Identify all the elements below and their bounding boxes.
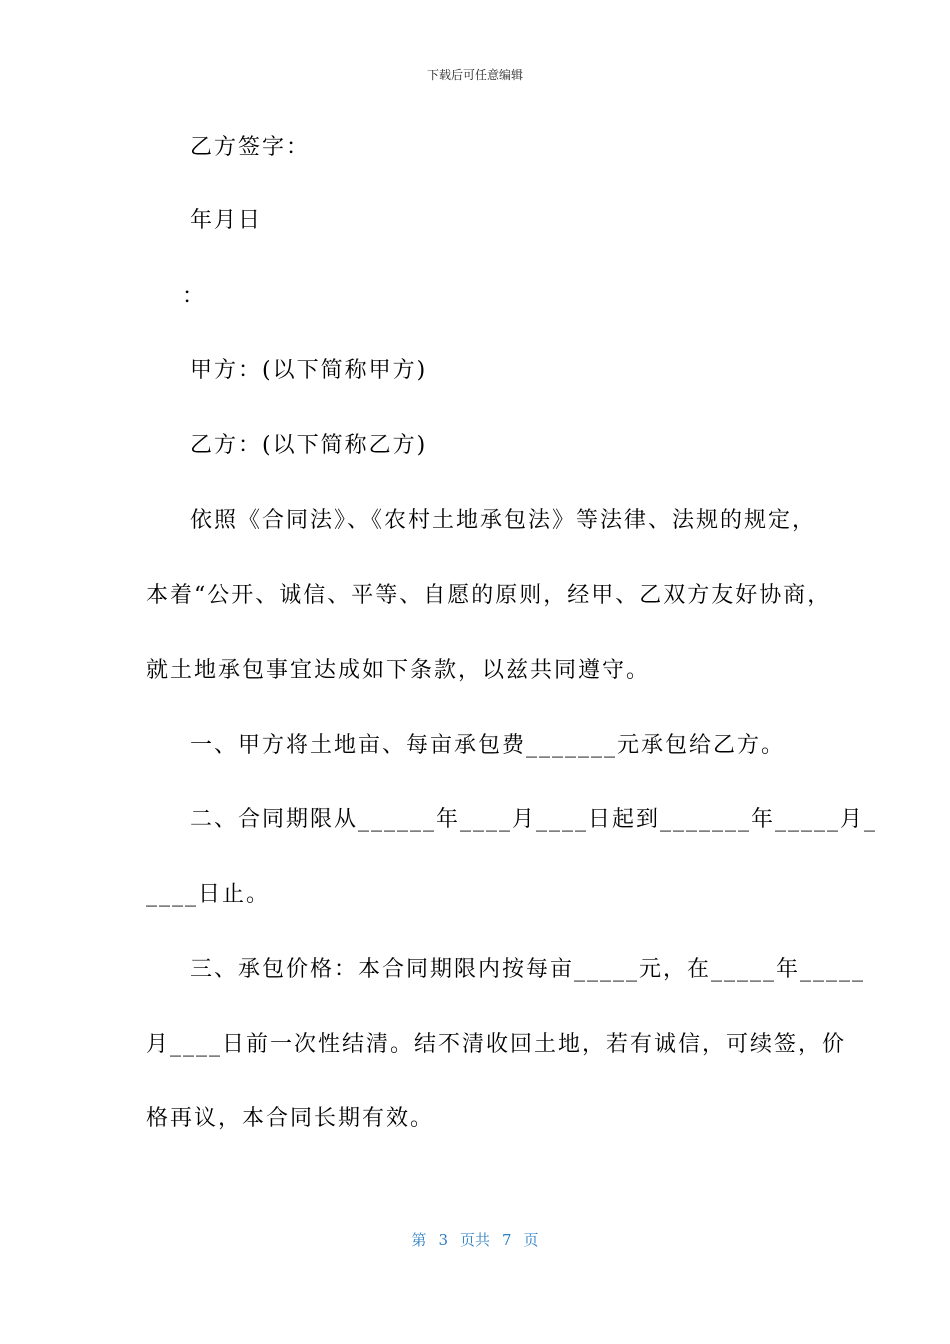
footer-suffix: 页 [523, 1231, 539, 1249]
date-line: 年月日 [190, 208, 263, 233]
party-b-signature-line: 乙方签字： [190, 135, 311, 160]
footer-middle: 页共 [459, 1231, 490, 1249]
page-footer [0, 1229, 950, 1250]
clause-2-line-2: ____日止。 [146, 882, 271, 907]
clause-2-line-1: 二、合同期限从______年____月____日起到_______年_____月_ [190, 807, 878, 832]
party-b-line: 乙方：(以下简称乙方) [190, 433, 428, 458]
preamble-line-2: 本着“公开、诚信、平等、自愿的原则，经甲、乙双方友好协商， [146, 583, 832, 608]
clause-3-line-3: 格再议，本合同长期有效。 [146, 1106, 435, 1131]
clause-3-line-1: 三、承包价格：本合同期限内按每亩_____元，在_____年_____ [190, 957, 866, 982]
footer-page-number: 3 [438, 1231, 448, 1249]
footer-total-pages: 7 [502, 1231, 512, 1249]
footer-prefix: 第 [411, 1231, 427, 1249]
colon-line: ： [182, 284, 207, 309]
party-a-line: 甲方：(以下简称甲方) [190, 358, 428, 383]
page-header: 下载后可任意编辑 [426, 68, 523, 82]
clause-3-line-2: 月____日前一次性结清。结不清收回土地，若有诚信，可续签，价 [146, 1032, 847, 1057]
preamble-line-3: 就土地承包事宜达成如下条款，以兹共同遵守。 [146, 658, 651, 683]
clause-1: 一、甲方将土地亩、每亩承包费_______元承包给乙方。 [190, 733, 786, 758]
preamble-line-1: 依照《合同法》、《农村土地承包法》等法律、法规的规定， [190, 508, 817, 533]
